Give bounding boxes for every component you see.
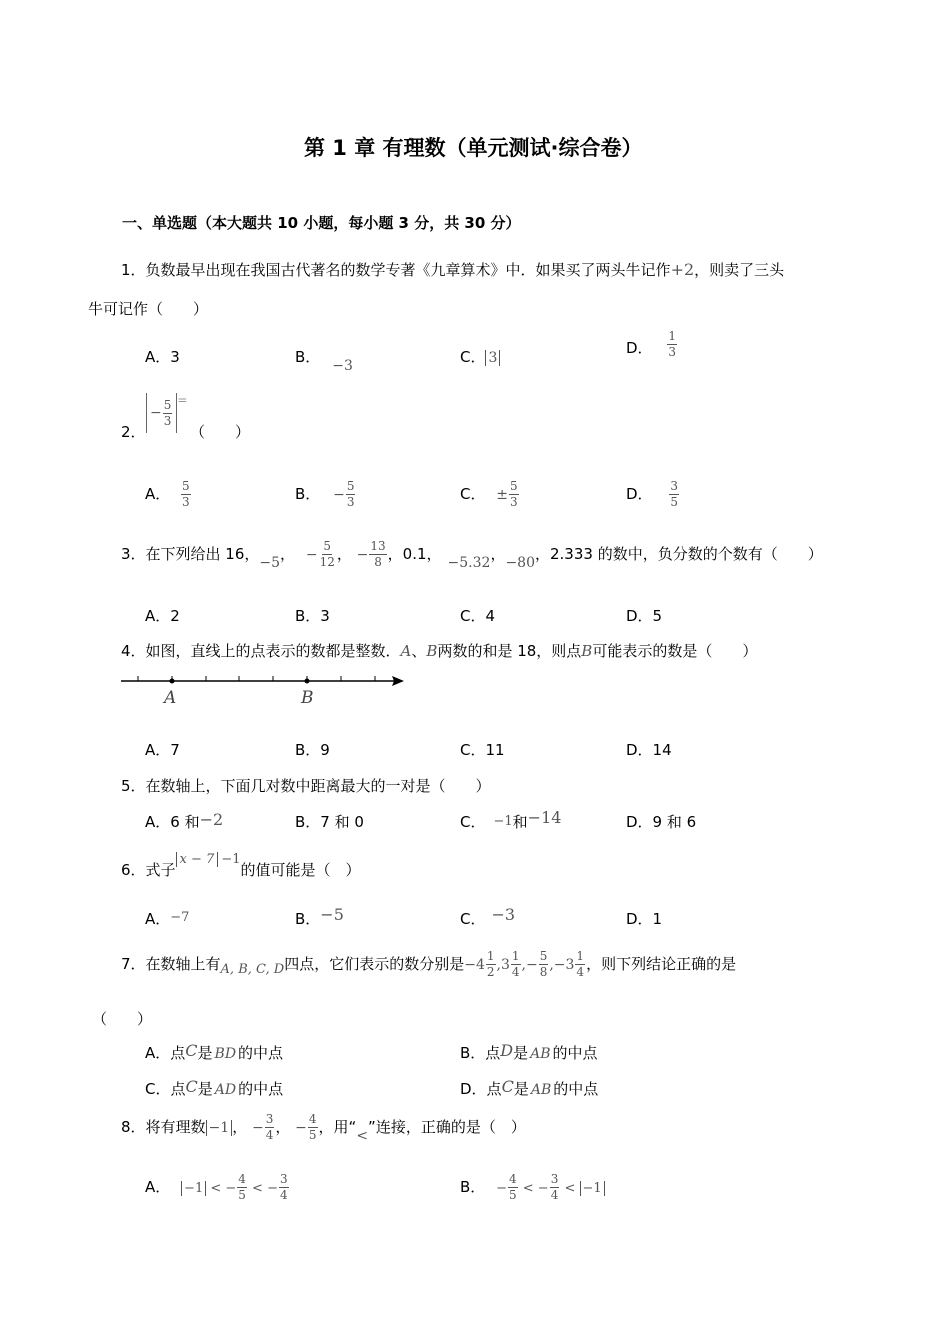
question-4: 4．如图，直线上的点表示的数都是整数．A、B两数的和是 18，则点B可能表示的数是（ ） (121, 642, 758, 660)
q2-expression: − $\frac{5}{3}$ = (146, 393, 187, 433)
section-heading: 一、单选题（本大题共 10 小题，每小题 3 分，共 30 分） (122, 214, 521, 232)
q5-option-b[interactable]: B．7 和 0 (295, 813, 364, 831)
q3-option-a[interactable]: A．2 (145, 607, 180, 625)
q4-option-b[interactable]: B．9 (295, 741, 330, 759)
q1-option-c-label: C． (460, 348, 486, 366)
question-6: 6．式子x − 7 −1的值可能是（ ） (121, 852, 361, 879)
q1-option-b-value: −3 (332, 358, 353, 374)
q5-option-c[interactable]: C． −1和−14 (460, 808, 562, 831)
q2-option-b[interactable]: B． − $\frac{5}{3}$ (295, 479, 355, 509)
q2-option-a[interactable]: A． $\frac{5}{3}$ (145, 479, 190, 509)
q7-option-c[interactable]: C．点C是 AD 的中点 (145, 1077, 284, 1098)
q1-option-d-fraction: $\frac{1}{3}$ (668, 329, 676, 359)
q4-option-a[interactable]: A．7 (145, 741, 180, 759)
q8-option-a[interactable]: A． −1 < − $\frac{4}{5}$ < − $\frac{3}{4}$ (145, 1172, 288, 1202)
q1-option-b-label: B． (295, 348, 321, 366)
q1-text-a: 1．负数最早出现在我国古代著名的数学专著《九章算术》中．如果买了两头牛记作 (121, 261, 671, 279)
q7-option-d[interactable]: D．点C是 AB 的中点 (460, 1077, 599, 1098)
point-b-label: B (301, 688, 314, 708)
point-b-dot (305, 679, 310, 684)
q3-option-d[interactable]: D．5 (626, 607, 663, 625)
q7-option-a[interactable]: A．点C是 BD 的中点 (145, 1041, 284, 1062)
q1-option-b[interactable] (295, 346, 353, 374)
q2-option-d[interactable]: D． $\frac{3}{5}$ (626, 479, 678, 509)
q7-paren: （ ） (92, 1010, 153, 1028)
page-title: 第 1 章 有理数（单元测试·综合卷） (304, 136, 643, 160)
q8-option-b[interactable]: B． − $\frac{4}{5}$ < − $\frac{3}{4}$ < −1 (460, 1173, 605, 1202)
q2-label: 2． (121, 423, 146, 441)
q1-option-d-label: D． (626, 339, 653, 357)
q7-option-b[interactable]: B．点D是 AB 的中点 (460, 1041, 598, 1062)
question-8: 8．将有理数 −1 ， − $\frac{3}{4}$ ， − $\frac{4}{5}$ ，用“<”连接，正确的是（ ） (121, 1112, 526, 1144)
q6-option-d[interactable]: D．1 (626, 910, 663, 928)
q6-option-a[interactable]: A．−7 (145, 910, 190, 928)
q6-option-c[interactable]: C． −3 (460, 905, 516, 928)
q4-option-c[interactable]: C．11 (460, 741, 505, 759)
q1-option-a[interactable]: A．3 (145, 348, 180, 366)
q4-option-d[interactable]: D．14 (626, 741, 672, 759)
q2-paren: （ ） (190, 423, 251, 441)
question-1-line2: 牛可记作（ ） (88, 300, 209, 318)
question-1-line1 (121, 259, 784, 280)
q1-option-c-value: 3 (485, 350, 500, 366)
q5-option-a[interactable]: A．6 和−2 (145, 810, 224, 831)
q1-text-b: ，则卖了三头 (694, 261, 785, 279)
point-a-dot (170, 679, 175, 684)
question-3: 3．在下列给出 16，−5， − $\frac{5}{12}$ ， − $\frac{13}{8}$ ，0.1， −5.32，−80，2.333 的数中，负分数的个数有（ ） (121, 539, 823, 571)
q1-option-d[interactable] (626, 330, 678, 359)
question-7: 7．在数轴上有A, B, C, D四点，它们表示的数分别是−4 $\frac{1}{2}$ ,3 $\frac{1}{4}$ ,− $\frac{5}{8}$ ,−3 $\frac{1}{4}$ ，则下列结论正确的是 (121, 949, 737, 979)
point-a-label: A (164, 688, 177, 708)
q1-plus2: +2 (670, 260, 695, 279)
q6-option-b[interactable]: B．−5 (295, 905, 344, 928)
number-line-figure (118, 668, 413, 712)
q3-option-b[interactable]: B．3 (295, 607, 330, 625)
q3-option-c[interactable]: C．4 (460, 607, 496, 625)
question-5: 5．在数轴上，下面几对数中距离最大的一对是（ ） (121, 777, 491, 795)
q5-option-d[interactable]: D．9 和 6 (626, 813, 697, 831)
q2-option-c[interactable]: C． ± $\frac{5}{3}$ (460, 479, 518, 509)
q1-option-c[interactable] (460, 346, 500, 367)
